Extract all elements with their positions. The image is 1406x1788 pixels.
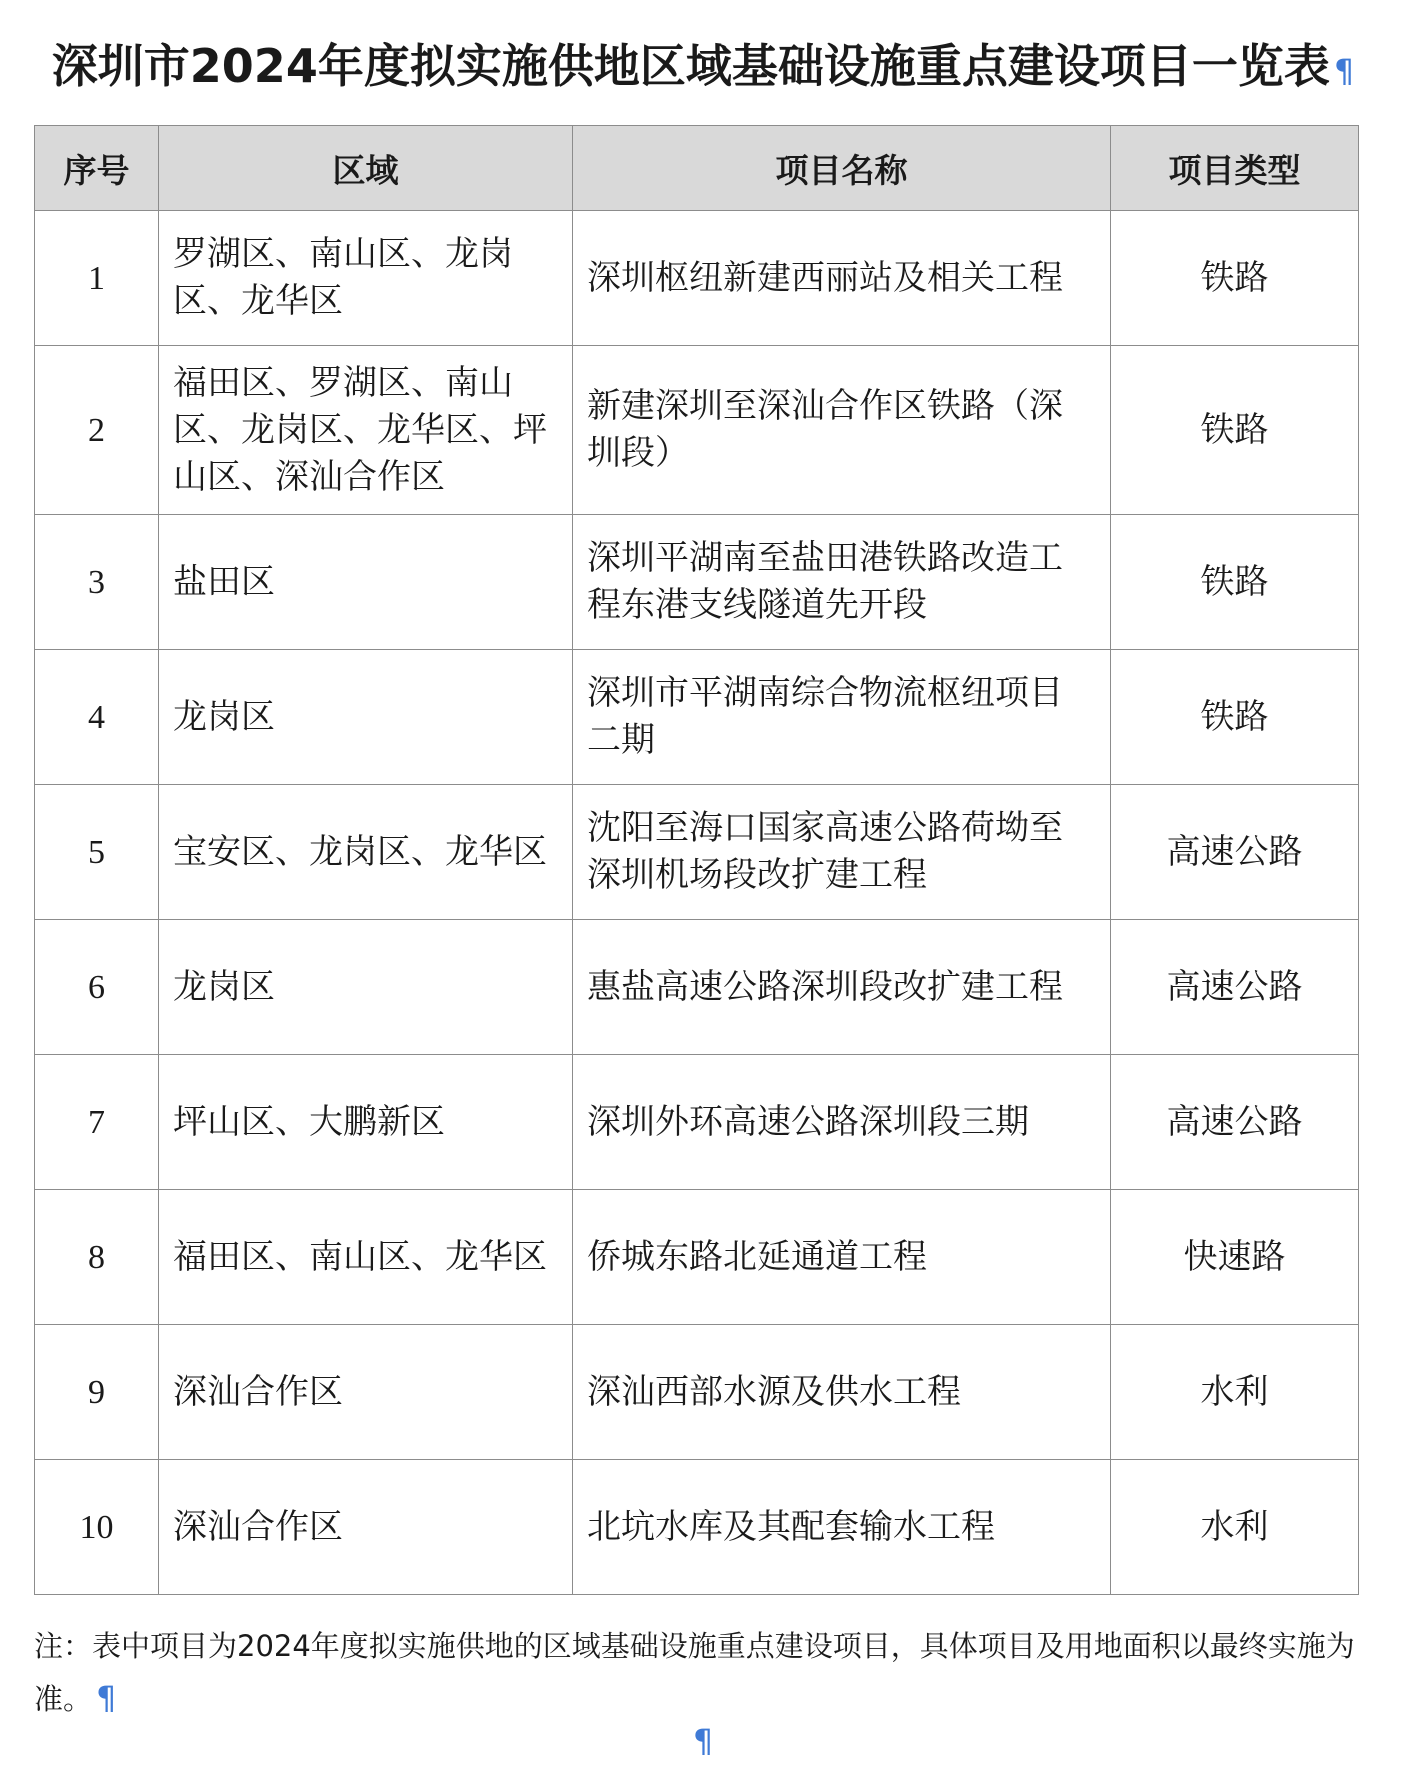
cell-project-name: 深圳平湖南至盐田港铁路改造工程东港支线隧道先开段	[573, 515, 1111, 650]
table-row	[35, 1460, 1359, 1595]
header-no: 序号	[35, 126, 159, 211]
cell-project-type: 铁路	[1111, 650, 1359, 785]
table-row	[35, 920, 1359, 1055]
cell-no: 9	[35, 1325, 159, 1460]
cell-project-name: 新建深圳至深汕合作区铁路（深圳段）	[573, 346, 1111, 515]
cell-project-type: 高速公路	[1111, 785, 1359, 920]
cell-region: 福田区、罗湖区、南山区、龙岗区、龙华区、坪山区、深汕合作区	[159, 346, 573, 515]
cell-project-type: 高速公路	[1111, 1055, 1359, 1190]
cell-region: 罗湖区、南山区、龙岗区、龙华区	[159, 211, 573, 346]
cell-region: 坪山区、大鹏新区	[159, 1055, 573, 1190]
cell-no: 10	[35, 1460, 159, 1595]
cell-project-name: 北坑水库及其配套输水工程	[573, 1460, 1111, 1595]
table-header-row	[35, 126, 1359, 211]
cell-project-type: 水利	[1111, 1460, 1359, 1595]
cell-project-type: 铁路	[1111, 211, 1359, 346]
project-table	[34, 125, 1359, 1595]
cell-no: 2	[35, 346, 159, 515]
table-row	[35, 650, 1359, 785]
cell-no: 6	[35, 920, 159, 1055]
header-project-name: 项目名称	[573, 126, 1111, 211]
cell-project-type: 水利	[1111, 1325, 1359, 1460]
cell-no: 1	[35, 211, 159, 346]
cell-no: 3	[35, 515, 159, 650]
cell-project-name: 深圳外环高速公路深圳段三期	[573, 1055, 1111, 1190]
cell-project-type: 铁路	[1111, 515, 1359, 650]
table-row	[35, 785, 1359, 920]
cell-region: 盐田区	[159, 515, 573, 650]
cell-project-name: 深圳市平湖南综合物流枢纽项目二期	[573, 650, 1111, 785]
table-row	[35, 1325, 1359, 1460]
header-region: 区域	[159, 126, 573, 211]
header-project-type: 项目类型	[1111, 126, 1359, 211]
paragraph-mark-icon: ¶	[1333, 52, 1355, 90]
table-row	[35, 1055, 1359, 1190]
table-row	[35, 211, 1359, 346]
cell-project-name: 惠盐高速公路深圳段改扩建工程	[573, 920, 1111, 1055]
cell-region: 福田区、南山区、龙华区	[159, 1190, 573, 1325]
paragraph-mark-icon: ¶	[96, 1679, 117, 1717]
table-row	[35, 1190, 1359, 1325]
paragraph-mark-icon: ¶	[692, 1722, 714, 1760]
cell-no: 7	[35, 1055, 159, 1190]
cell-region: 宝安区、龙岗区、龙华区	[159, 785, 573, 920]
cell-no: 5	[35, 785, 159, 920]
page-title	[0, 34, 1406, 103]
title-text: 深圳市2024年度拟实施供地区域基础设施重点建设项目一览表	[51, 39, 1330, 93]
cell-no: 8	[35, 1190, 159, 1325]
cell-no: 4	[35, 650, 159, 785]
note-text: 注：表中项目为2024年度拟实施供地的区域基础设施重点建设项目，具体项目及用地面积以最终实施为准。	[34, 1629, 1355, 1716]
cell-region: 深汕合作区	[159, 1325, 573, 1460]
cell-region: 龙岗区	[159, 650, 573, 785]
cell-region: 龙岗区	[159, 920, 573, 1055]
table-row	[35, 515, 1359, 650]
cell-project-name: 深圳枢纽新建西丽站及相关工程	[573, 211, 1111, 346]
table-row	[35, 346, 1359, 515]
cell-project-type: 快速路	[1111, 1190, 1359, 1325]
cell-region: 深汕合作区	[159, 1460, 573, 1595]
cell-project-type: 铁路	[1111, 346, 1359, 515]
table-note	[34, 1620, 1358, 1725]
cell-project-name: 沈阳至海口国家高速公路荷坳至深圳机场段改扩建工程	[573, 785, 1111, 920]
cell-project-name: 深汕西部水源及供水工程	[573, 1325, 1111, 1460]
cell-project-type: 高速公路	[1111, 920, 1359, 1055]
cell-project-name: 侨城东路北延通道工程	[573, 1190, 1111, 1325]
